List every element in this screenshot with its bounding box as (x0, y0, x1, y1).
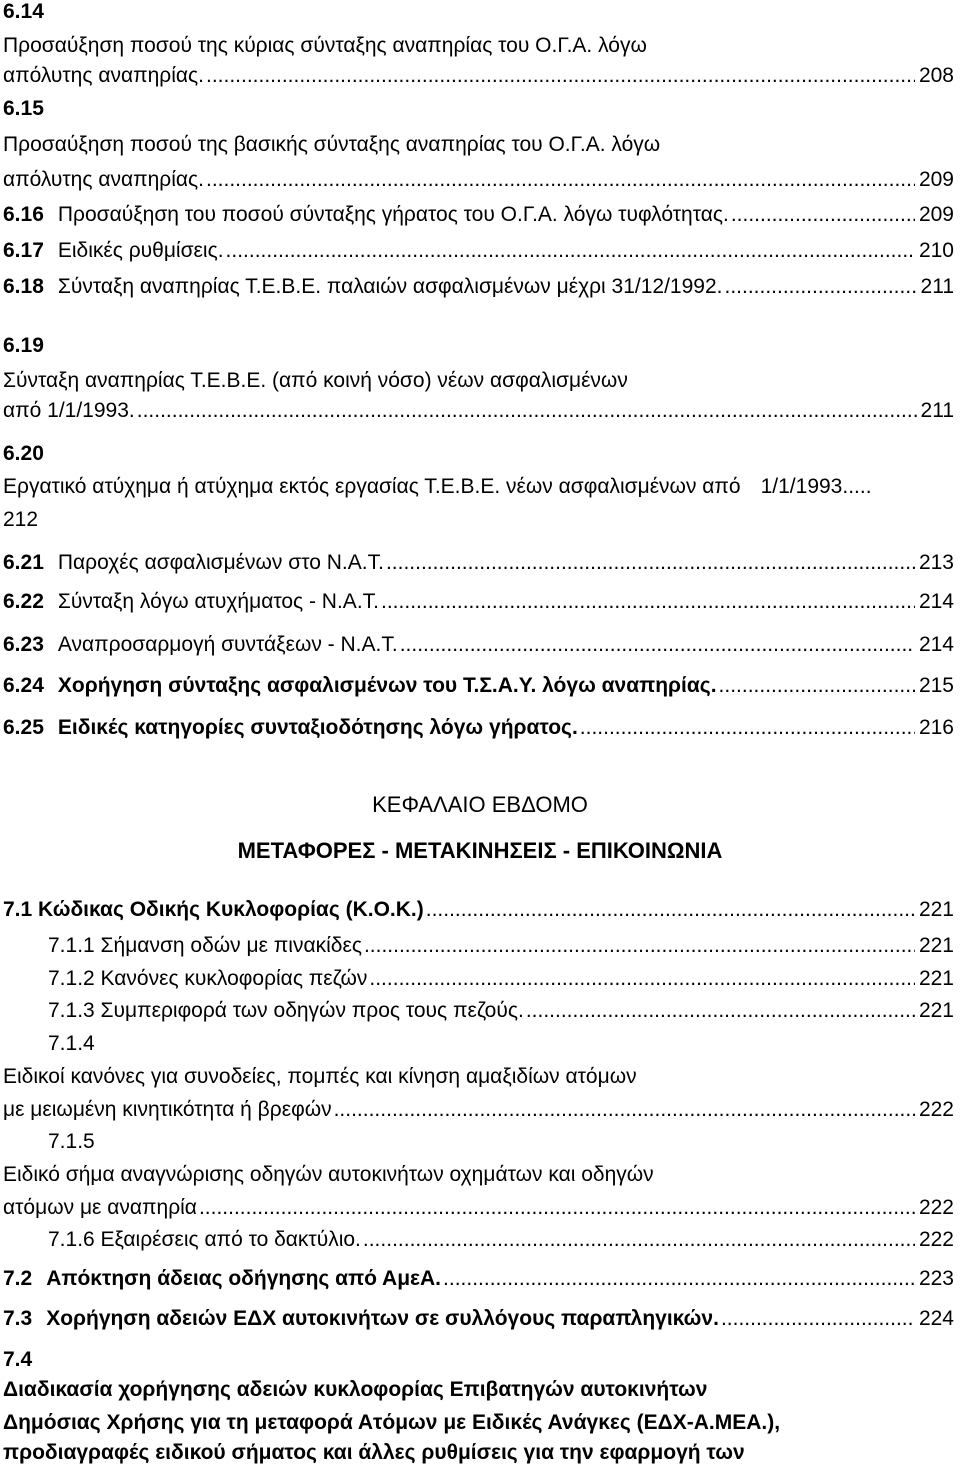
dot-leader (334, 1095, 915, 1125)
toc-title-6-19-line2: από 1/1/1993. (3, 399, 135, 422)
toc-entry-7-3[interactable] (3, 1304, 954, 1334)
toc-entry-7-1-3[interactable] (48, 996, 954, 1026)
toc-entry-7-1-6[interactable] (48, 1225, 954, 1255)
toc-title-6-18: Σύνταξη αναπηρίας Τ.Ε.Β.Ε. παλαιών ασφαλισμένων μέχρι 31/12/1992. (57, 275, 723, 298)
dot-leader (719, 671, 915, 701)
toc-number-6-18: 6.18 (3, 275, 44, 298)
toc-number-7-2: 7.2 (3, 1267, 33, 1290)
toc-entry-6-14[interactable] (3, 61, 954, 91)
toc-number-6-20: 6.20 (3, 442, 44, 465)
toc-title-6-20-date: 1/1/1993. (760, 475, 849, 498)
toc-entry-6-23[interactable] (3, 630, 954, 660)
toc-title-7-1-4-line1: Ειδικοί κανόνες για συνοδείες, πομπές και κίνηση αμαξιδίων ατόμων (3, 1065, 637, 1088)
toc-entry-7-1[interactable] (3, 895, 954, 925)
toc-entry-6-20[interactable] (3, 472, 954, 502)
dot-leader (400, 630, 915, 660)
toc-title-7-4-line1: Διαδικασία χορήγησης αδειών κυκλοφορίας Επιβατηγών αυτοκινήτων (3, 1378, 708, 1401)
toc-title-6-14-line1: Προσαύξηση ποσού της κύριας σύνταξης αναπηρίας του Ο.Γ.Α. λόγω (3, 34, 647, 57)
dot-leader (426, 895, 915, 925)
toc-number-6-21: 6.21 (3, 551, 44, 574)
dot-leader (721, 1304, 915, 1334)
dot-leader (731, 200, 915, 230)
toc-page-7-1-2: 221 (918, 967, 954, 990)
dot-leader (381, 587, 915, 617)
toc-title-7-1: 7.1 Κώδικας Οδικής Κυκλοφορίας (Κ.Ο.Κ.) (3, 898, 424, 921)
dot-leader (386, 548, 915, 578)
toc-title-6-23: Αναπροσαρμογή συντάξεων - Ν.Α.Τ. (57, 633, 398, 656)
toc-entry-6-25[interactable] (3, 713, 954, 743)
toc-title-6-15-line2: απόλυτης αναπηρίας. (3, 168, 204, 191)
chapter-label: ΚΕΦΑΛΑΙΟ ΕΒΔΟΜΟ (372, 792, 588, 817)
dot-leader (206, 61, 915, 91)
toc-number-7-3: 7.3 (3, 1307, 33, 1330)
dot-leader (137, 396, 917, 426)
toc-title-6-19-line1: Σύνταξη αναπηρίας Τ.Ε.Β.Ε. (από κοινή νόσο) νέων ασφαλισμένων (3, 369, 628, 392)
toc-title-6-17: Ειδικές ρυθμίσεις. (57, 239, 224, 262)
toc-title-7-1-3: 7.1.3 Συμπεριφορά των οδηγών προς τους πεζούς. (48, 999, 524, 1022)
chapter-title: ΜΕΤΑΦΟΡΕΣ - ΜΕΤΑΚΙΝΗΣΕΙΣ - ΕΠΙΚΟΙΝΩΝΙΑ (237, 838, 723, 863)
toc-number-6-14: 6.14 (3, 0, 44, 23)
toc-number-6-23: 6.23 (3, 633, 44, 656)
toc-title-6-24: Χορήγηση σύνταξης ασφαλισμένων του Τ.Σ.Α.Υ. λόγω αναπηρίας. (57, 674, 717, 697)
toc-entry-6-17[interactable] (3, 236, 954, 266)
toc-title-7-1-5-line1: Ειδικό σήμα αναγνώρισης οδηγών αυτοκινήτων οχημάτων και οδηγών (3, 1163, 654, 1186)
toc-number-6-15: 6.15 (3, 97, 44, 120)
dot-leader (363, 1225, 915, 1255)
toc-entry-6-15[interactable] (3, 165, 954, 195)
toc-page-7-1-1: 221 (918, 934, 954, 957)
toc-page-6-25: 216 (918, 716, 954, 739)
toc-page-6-20: 212 (3, 508, 39, 531)
toc-page-7-1-6: 222 (918, 1228, 954, 1251)
toc-entry-7-1-2[interactable] (48, 964, 954, 994)
toc-entry-6-24[interactable] (3, 671, 954, 701)
toc-entry-7-2[interactable] (3, 1264, 954, 1294)
toc-number-7-4: 7.4 (3, 1348, 33, 1371)
toc-page-6-24: 215 (918, 674, 954, 697)
toc-page-6-22: 214 (918, 590, 954, 613)
dot-leader (580, 713, 915, 743)
toc-title-7-4-line2: Δημόσιας Χρήσης για τη μεταφορά Ατόμων με Ειδικές Ανάγκες (ΕΔΧ-Α.ΜΕΑ.), (3, 1411, 781, 1434)
toc-title-7-1-4-line2: με μειωμένη κινητικότητα ή βρεφών (3, 1098, 332, 1121)
toc-title-7-1-5-line2: ατόμων με αναπηρία (3, 1196, 197, 1219)
toc-number-6-17: 6.17 (3, 239, 44, 262)
toc-title-7-1-1: 7.1.1 Σήμανση οδών με πινακίδες (48, 934, 362, 957)
toc-entry-6-16[interactable] (3, 200, 954, 230)
toc-number-6-25: 6.25 (3, 716, 44, 739)
toc-page-6-21: 213 (918, 551, 954, 574)
dot-leader (443, 1264, 915, 1294)
dot-leader (364, 931, 915, 961)
toc-number-7-1-5: 7.1.5 (48, 1130, 95, 1153)
toc-number-6-24: 6.24 (3, 674, 44, 697)
toc-title-6-14-line2: απόλυτης αναπηρίας. (3, 64, 204, 87)
toc-title-6-25: Ειδικές κατηγορίες συνταξιοδότησης λόγω γήρατος. (57, 716, 578, 739)
toc-title-6-21: Παροχές ασφαλισμένων στο Ν.Α.Τ. (57, 551, 384, 574)
dot-leader (369, 964, 915, 994)
toc-entry-6-21[interactable] (3, 548, 954, 578)
toc-entry-6-18[interactable] (3, 272, 954, 302)
toc-page-7-1-5: 222 (918, 1196, 954, 1219)
toc-title-7-4-line3: προδιαγραφές ειδικού σήματος και άλλες ρυθμίσεις για την εφαρμογή των (3, 1441, 745, 1464)
toc-page-6-16: 209 (918, 203, 954, 226)
dot-leader (206, 165, 915, 195)
toc-page-6-19: 211 (920, 399, 954, 422)
toc-number-6-16: 6.16 (3, 203, 44, 226)
toc-title-7-1-2: 7.1.2 Κανόνες κυκλοφορίας πεζών (48, 967, 368, 990)
toc-page-7-1-3: 221 (918, 999, 954, 1022)
toc-page-6-23: 214 (918, 633, 954, 656)
toc-title-6-22: Σύνταξη λόγω ατυχήματος - Ν.Α.Τ. (57, 590, 380, 613)
toc-page-7-1: 221 (918, 898, 954, 921)
toc-title-7-2: Απόκτηση άδειας οδήγησης από ΑμεΑ. (46, 1267, 442, 1290)
toc-title-6-20-line1: Εργατικό ατύχημα ή ατύχημα εκτός εργασίας Τ.Ε.Β.Ε. νέων ασφαλισμένων από (3, 475, 741, 498)
toc-title-6-16: Προσαύξηση του ποσού σύνταξης γήρατος του Ο.Γ.Α. λόγω τυφλότητας. (57, 203, 729, 226)
toc-dots-6-20: .... (848, 475, 872, 498)
toc-page-6-18: 211 (920, 275, 954, 298)
toc-number-7-1-4: 7.1.4 (48, 1032, 95, 1055)
toc-page-6-15: 209 (918, 168, 954, 191)
toc-title-7-3: Χορήγηση αδειών ΕΔΧ αυτοκινήτων σε συλλόγους παραπληγικών. (46, 1307, 719, 1330)
toc-number-6-19: 6.19 (3, 334, 44, 357)
toc-entry-6-19[interactable] (3, 396, 954, 426)
toc-entry-6-22[interactable] (3, 587, 954, 617)
toc-entry-7-1-4[interactable] (3, 1095, 954, 1125)
toc-title-6-15-line1: Προσαύξηση ποσού της βασικής σύνταξης αναπηρίας του Ο.Γ.Α. λόγω (3, 133, 661, 156)
toc-page-7-2: 223 (918, 1267, 954, 1290)
toc-number-6-22: 6.22 (3, 590, 44, 613)
dot-leader (724, 272, 916, 302)
dot-leader (226, 236, 915, 266)
toc-page-7-3: 224 (918, 1307, 954, 1330)
toc-page-6-14: 208 (918, 64, 954, 87)
toc-entry-7-1-5[interactable] (3, 1193, 954, 1223)
toc-title-7-1-6: 7.1.6 Εξαιρέσεις από το δακτύλιο. (48, 1228, 361, 1251)
toc-page-7-1-4: 222 (918, 1098, 954, 1121)
toc-entry-7-1-1[interactable] (48, 931, 954, 961)
dot-leader (526, 996, 915, 1026)
toc-page-6-17: 210 (918, 239, 954, 262)
dot-leader (199, 1193, 915, 1223)
